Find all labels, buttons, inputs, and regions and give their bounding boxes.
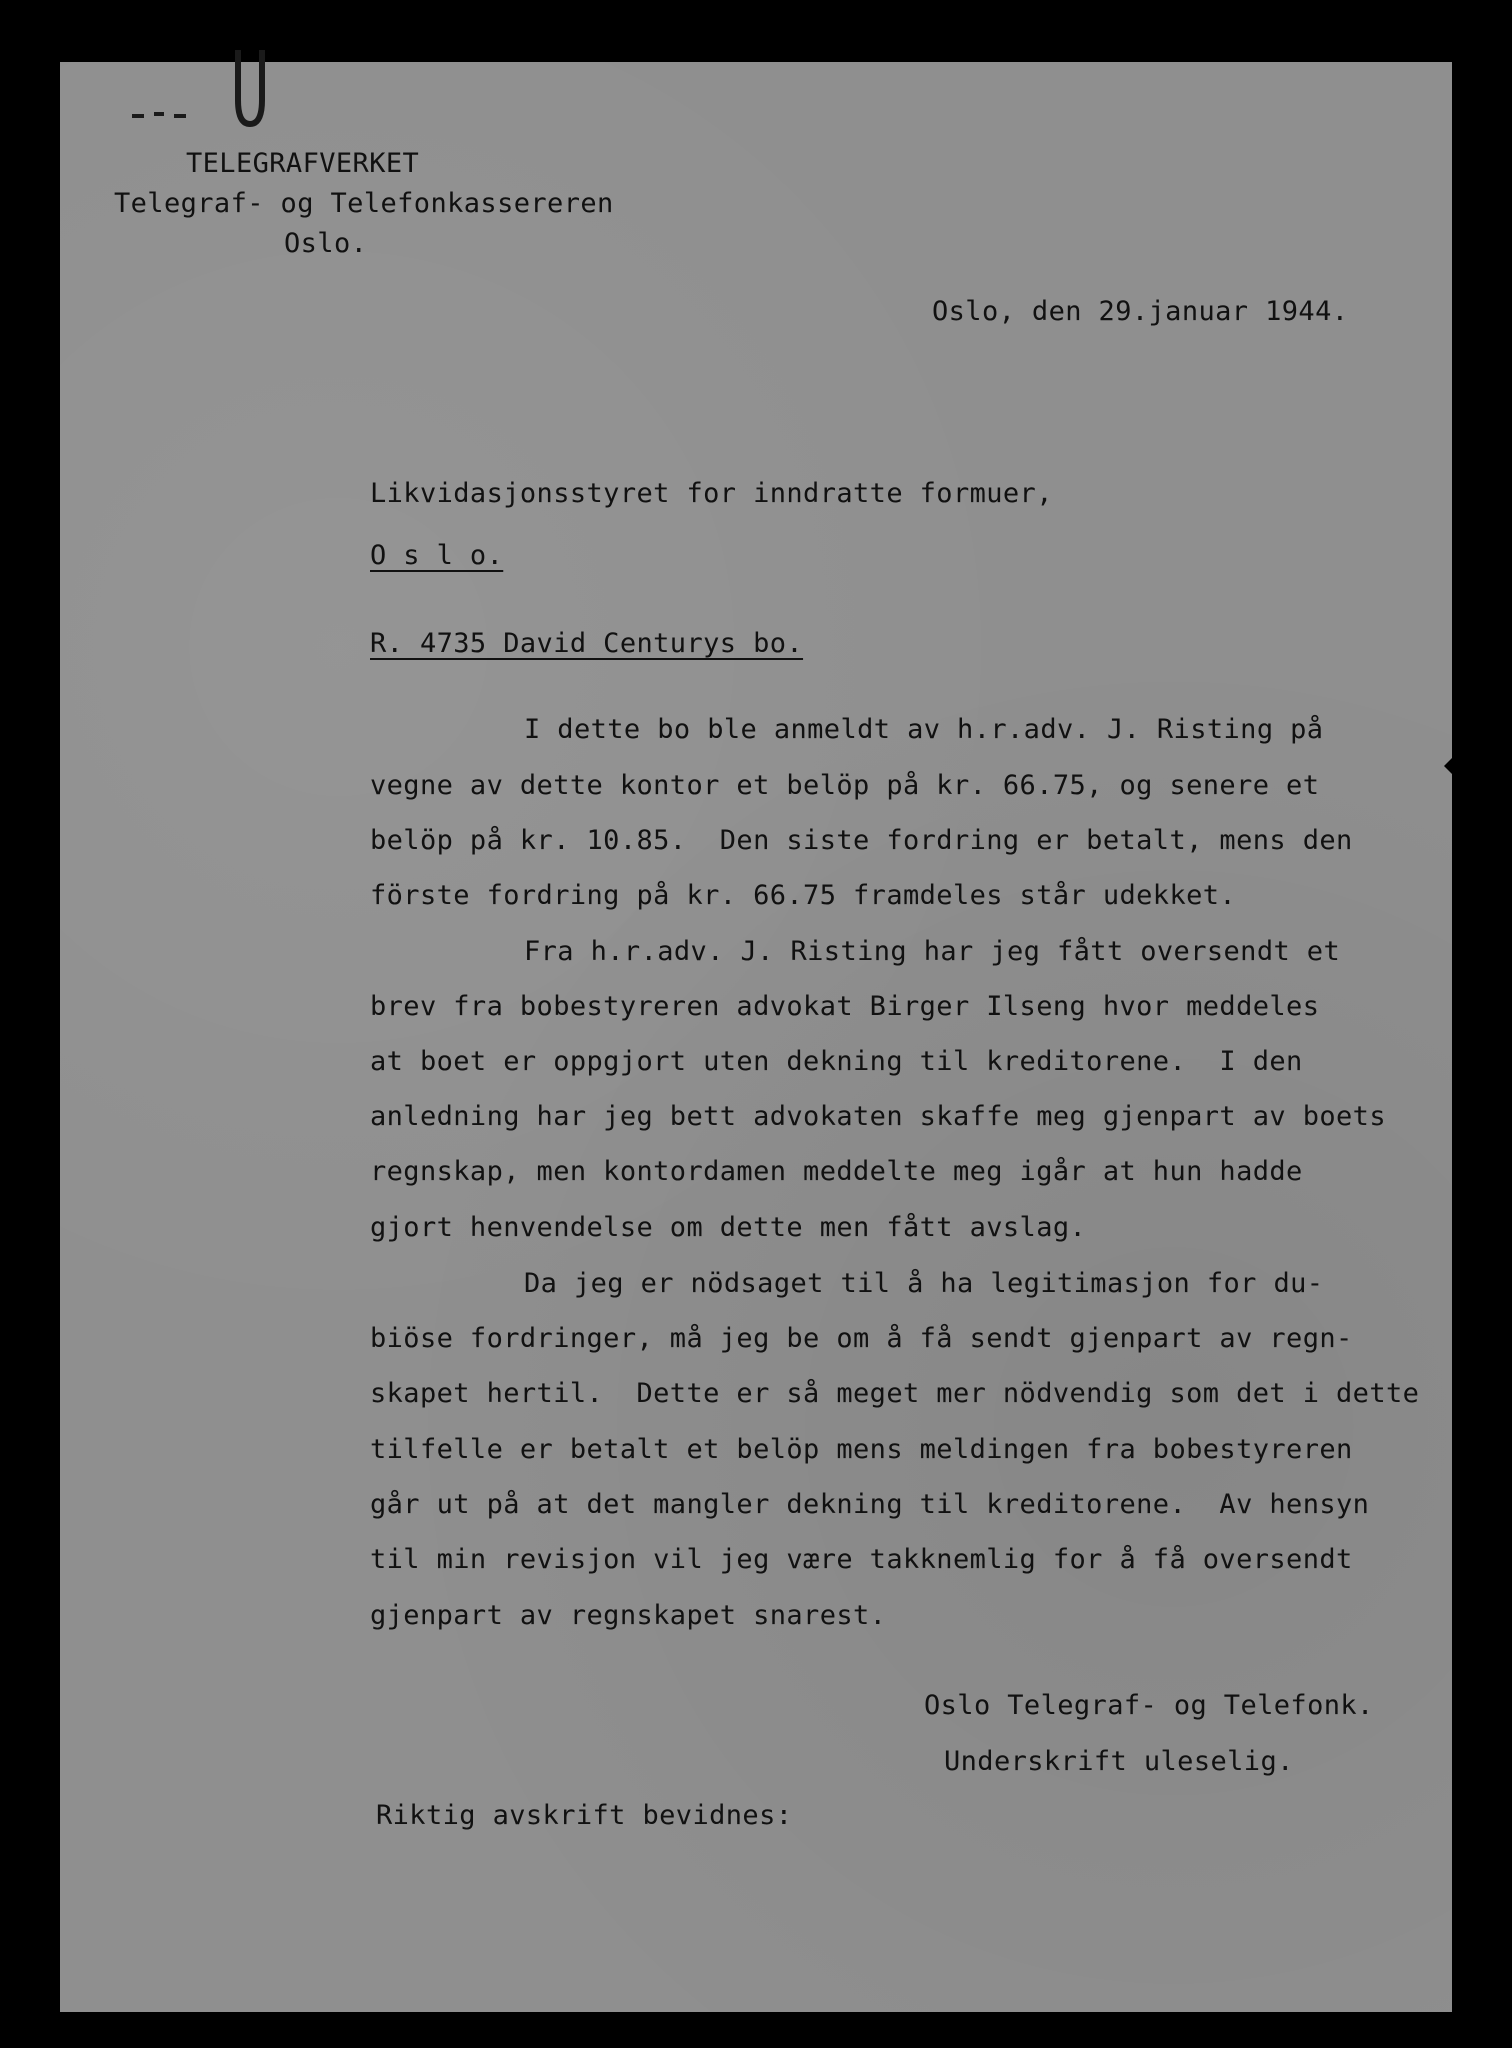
body-line: förste fordring på kr. 66.75 framdeles står udekket. [370,880,1237,911]
letterhead-city: Oslo. [284,228,368,259]
certification-line: Riktig avskrift bevidnes: [376,1800,793,1831]
body-line: tilfelle er betalt et belöp mens meldingen fra bobestyreren [370,1434,1353,1465]
body-line: at boet er oppgjort uten dekning til kreditorene. I den [370,1046,1303,1077]
pencil-marks [130,106,210,126]
body-line: anledning har jeg bett advokaten skaffe meg gjenpart av boets [370,1101,1386,1132]
body-line: regnskap, men kontordamen meddelte meg igår at hun hadde [370,1156,1303,1187]
body-line: vegne av dette kontor et belöp på kr. 66.75, og senere et [370,770,1320,801]
body-line: gjenpart av regnskapet snarest. [370,1600,887,1631]
edge-notch [1444,752,1458,780]
body-line: skapet hertil. Dette er så meget mer nödvendig som det i dette [370,1378,1420,1409]
date-line: Oslo, den 29.januar 1944. [932,296,1349,327]
subject-line: R. 4735 David Centurys bo. [370,628,804,659]
letter-page [60,62,1452,2012]
body-line: brev fra bobestyreren advokat Birger Ilseng hvor meddeles [370,991,1320,1022]
body-line: biöse fordringer, må jeg be om å få sendt gjenpart av regn- [370,1323,1353,1354]
recipient-name: Likvidasjonsstyret for inndratte formuer, [370,478,1053,509]
body-line: I dette bo ble anmeldt av h.r.adv. J. Risting på [524,714,1324,745]
signature-line-1: Oslo Telegraf- og Telefonk. [924,1690,1374,1721]
body-line: belöp på kr. 10.85. Den siste fordring er betalt, mens den [370,825,1353,856]
letterhead-org: TELEGRAFVERKET [186,148,420,179]
paperclip-mark [232,50,266,134]
body-line: Da jeg er nödsaget til å ha legitimasjon for du- [524,1268,1324,1299]
letterhead-office: Telegraf- og Telefonkassereren [114,188,614,219]
recipient-city: O s l o. [370,540,504,571]
body-line: Fra h.r.adv. J. Risting har jeg fått oversendt et [524,936,1341,967]
body-line: gjort henvendelse om dette men fått avslag. [370,1212,1087,1243]
body-line: går ut på at det mangler dekning til kreditorene. Av hensyn [370,1489,1370,1520]
body-line: til min revisjon vil jeg være takknemlig for å få oversendt [370,1544,1353,1575]
signature-line-2: Underskrift uleselig. [944,1746,1294,1777]
